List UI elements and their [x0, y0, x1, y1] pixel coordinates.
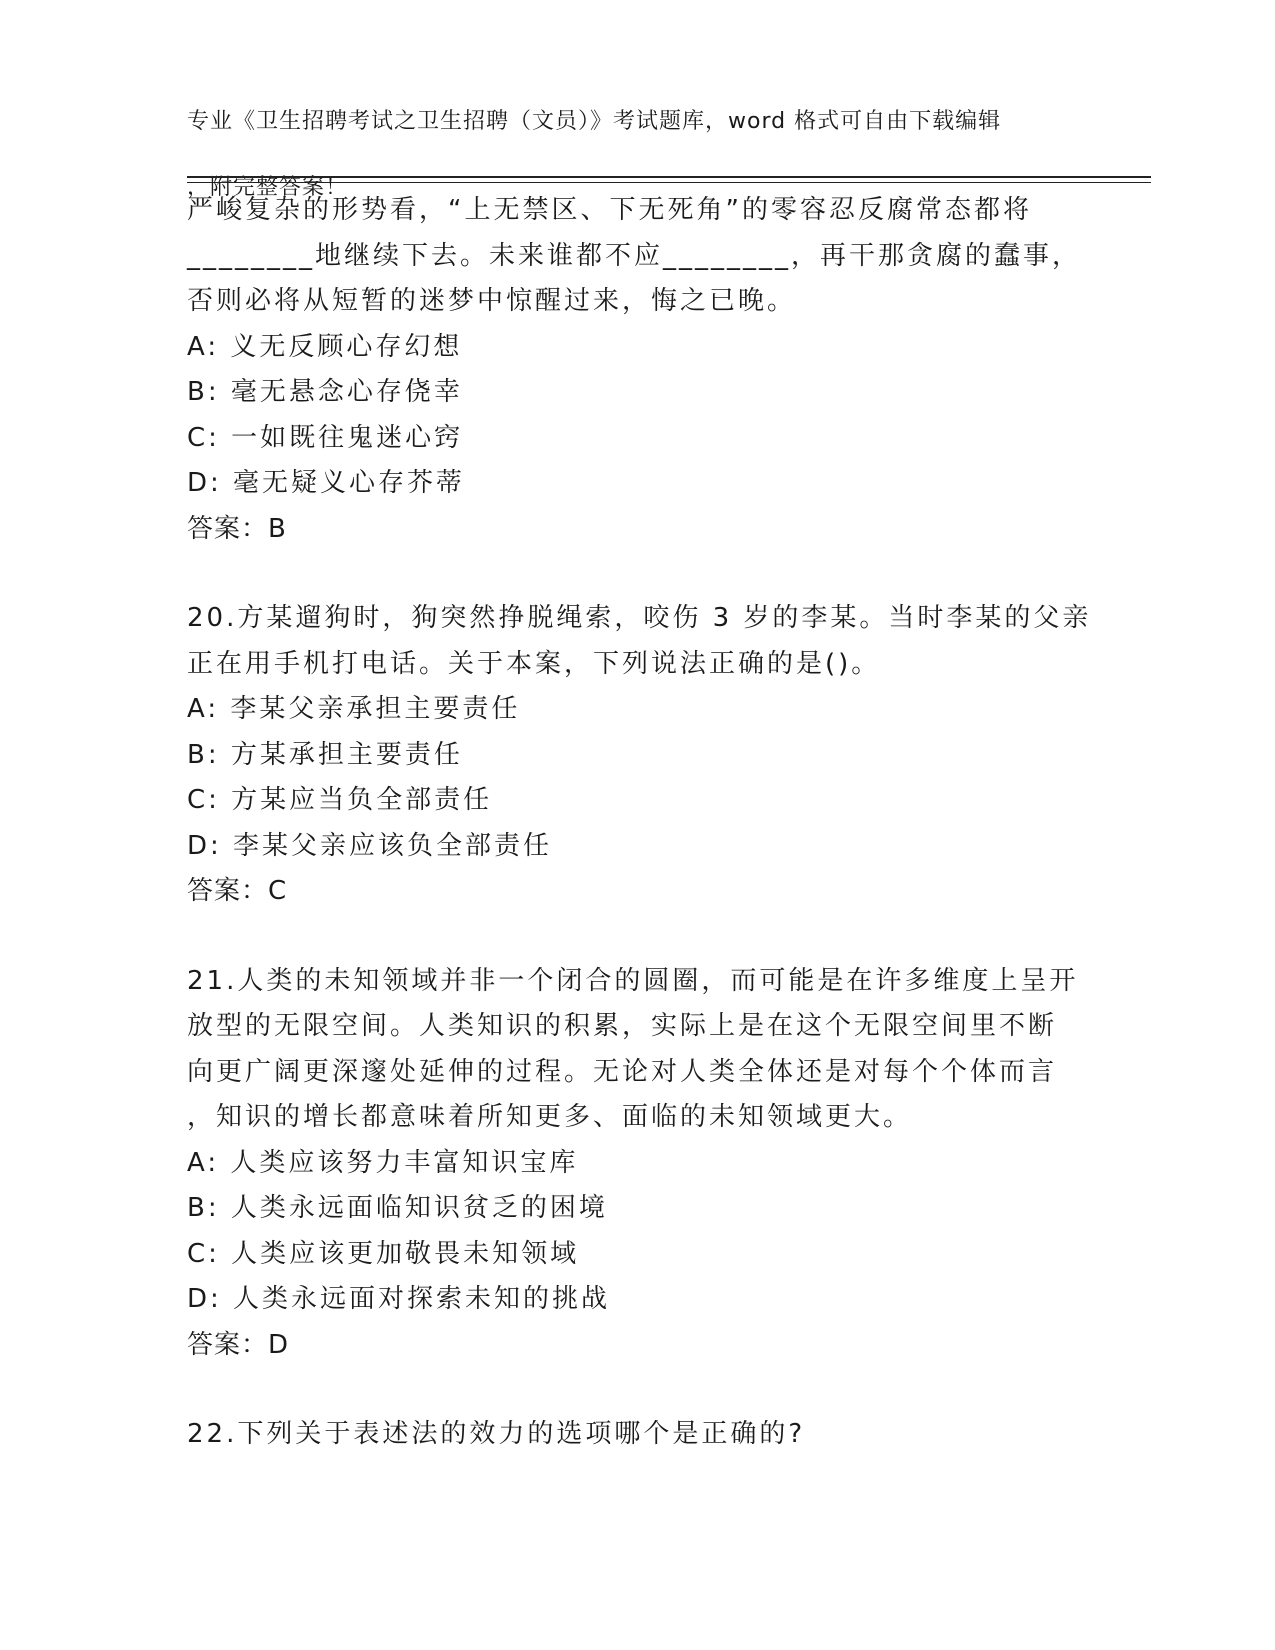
question-stem-line: 21.人类的未知领域并非一个闭合的圆圈，而可能是在许多维度上呈开: [187, 965, 1079, 996]
option-c: C: 方某应当负全部责任: [187, 785, 493, 815]
question-stem-line: 向更广阔更深邃处延伸的过程。无论对人类全体还是对每个个体而言: [187, 1056, 1058, 1087]
option-c: C: 一如既往鬼迷心窍: [187, 422, 464, 453]
option-d: D: 毫无疑义心存芥蒂: [187, 468, 466, 498]
answer-label: 答案：B: [187, 513, 287, 544]
option-b: B: 人类永远面临知识贫乏的困境: [187, 1193, 608, 1223]
spacer: [187, 1368, 1087, 1412]
option-a: A: 人类应该努力丰富知识宝库: [187, 1147, 579, 1178]
header-line-2: ，附完整答案！: [187, 175, 349, 200]
option-b: B: 方某承担主要责任: [187, 739, 463, 770]
question-stem-line: 否则必将从短暂的迷梦中惊醒过来，悔之已晚。: [187, 286, 797, 316]
question-stem-line: 22.下列关于表述法的效力的选项哪个是正确的?: [187, 1419, 806, 1449]
option-d: D: 李某父亲应该负全部责任: [187, 830, 553, 861]
question-stem-line: ________地继续下去。未来谁都不应________，再干那贪腐的蠢事，: [187, 240, 1082, 271]
option-a: A: 李某父亲承担主要责任: [187, 694, 521, 724]
question-21: [187, 959, 1087, 1369]
answer-label: 答案：D: [187, 1329, 290, 1360]
question-20: [187, 596, 1092, 915]
question-stem-line: 放型的无限空间。人类知识的积累，实际上是在这个无限空间里不断: [187, 1011, 1058, 1041]
header-divider-thick: [187, 176, 1151, 178]
question-content: [187, 188, 1092, 1458]
spacer: [187, 915, 1087, 959]
question-stem-line: ，知识的增长都意味着所知更多、面临的未知领域更大。: [187, 1102, 913, 1132]
question-stem-line: 正在用手机打电话。关于本案，下列说法正确的是()。: [187, 648, 881, 679]
option-a: A: 义无反顾心存幻想: [187, 331, 463, 362]
option-b: B: 毫无悬念心存侥幸: [187, 377, 463, 407]
question-stem-line: 严峻复杂的形势看，“上无禁区、下无死角”的零容忍反腐常态都将: [187, 195, 1032, 225]
question-22: [187, 1412, 1087, 1458]
question-19: [187, 188, 1087, 552]
header-line-1: 专业《卫生招聘考试之卫生招聘（文员）》考试题库，word 格式可自由下载编辑: [187, 109, 1002, 134]
question-stem-line: 20.方某遛狗时，狗突然挣脱绳索，咬伤 3 岁的李某。当时李某的父亲: [187, 603, 1092, 633]
spacer: [187, 552, 1087, 596]
answer-label: 答案：C: [187, 876, 288, 906]
header-divider-thin: [187, 182, 1151, 183]
option-c: C: 人类应该更加敬畏未知领域: [187, 1238, 580, 1269]
option-d: D: 人类永远面对探索未知的挑战: [187, 1284, 611, 1314]
